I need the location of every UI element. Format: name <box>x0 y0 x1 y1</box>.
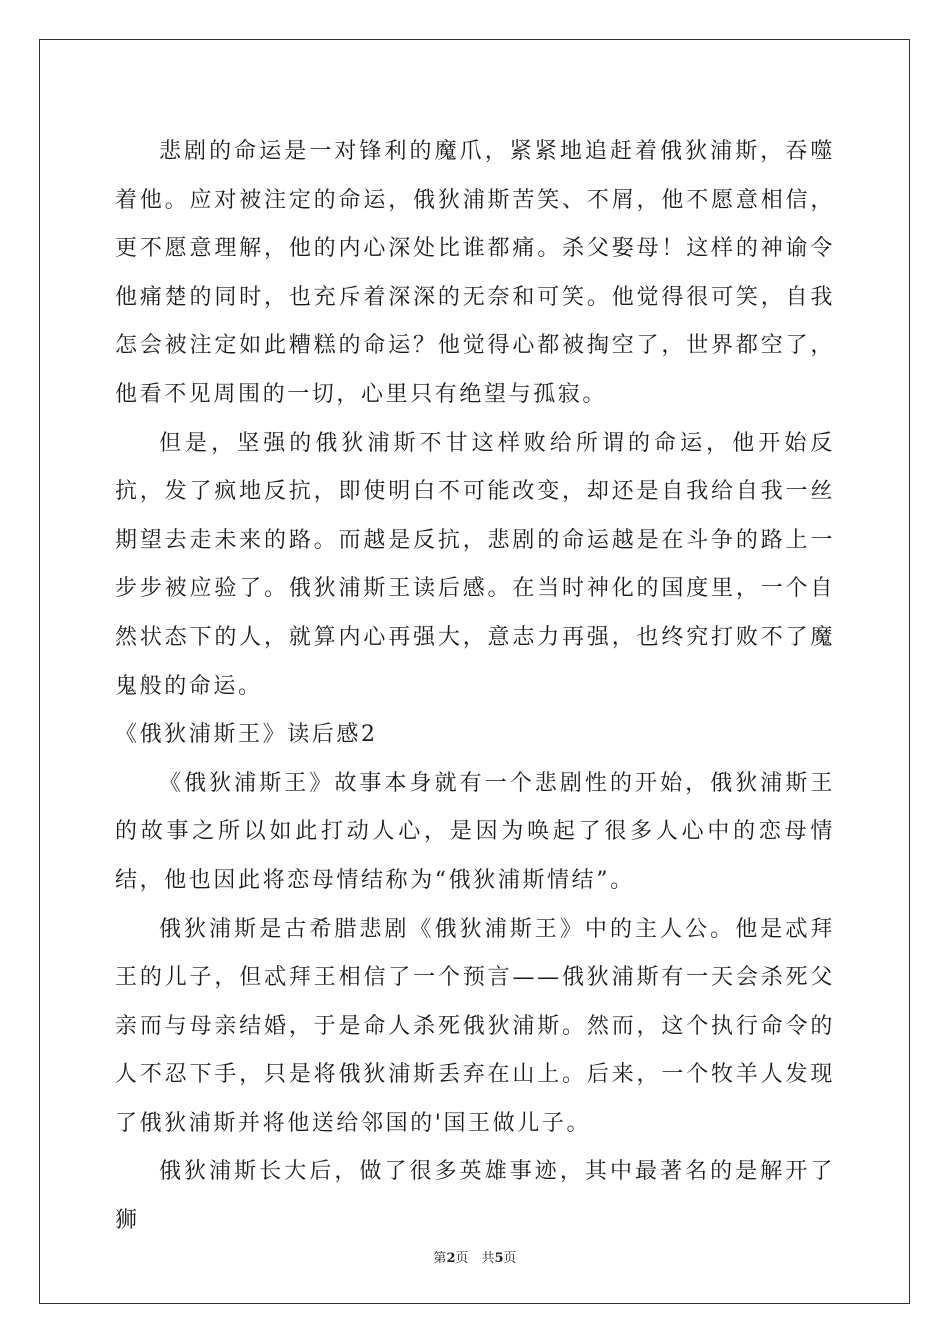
footer-page-suffix: 页 共 <box>455 1251 495 1266</box>
body-paragraph: 俄狄浦斯长大后，做了很多英雄事迹，其中最著名的是解开了狮 <box>115 1159 835 1234</box>
section-heading: 《俄狄浦斯王》读后感2 <box>115 722 378 748</box>
footer-page-number: 2 <box>446 1251 456 1266</box>
page-footer <box>0 1247 950 1266</box>
document-body <box>115 128 835 1246</box>
body-paragraph: 俄狄浦斯是古希腊悲剧《俄狄浦斯王》中的主人公。他是忒拜王的儿子，但忒拜王相信了一个预言——俄狄浦斯有一天会杀死父亲而与母亲结婚，于是命人杀死俄狄浦斯。然而，这个执行命令的人不忍下手，只是将俄狄浦斯丢弃在山上。后来，一个牧羊人发现了俄狄浦斯并将他送给邻国的'国王做儿子。 <box>115 916 835 1136</box>
footer-total-suffix: 页 <box>503 1251 517 1266</box>
body-paragraph: 悲剧的命运是一对锋利的魔爪，紧紧地追赶着俄狄浦斯，吞噬着他。应对被注定的命运，俄狄浦斯苦笑、不屑，他不愿意相信，更不愿意理解，他的内心深处比谁都痛。杀父娶母！这样的神谕令他痛楚的同时，也充斥着深深的无奈和可笑。他觉得很可笑，自我怎会被注定如此糟糕的命运？他觉得心都被掏空了，世界都空了，他看不见周围的一切，心里只有绝望与孤寂。 <box>115 139 835 407</box>
footer-total-pages: 5 <box>494 1251 504 1266</box>
body-paragraph: 但是，坚强的俄狄浦斯不甘这样败给所谓的命运，他开始反抗，发了疯地反抗，即使明白不可能改变，却还是自我给自我一丝期望去走未来的路。而越是反抗，悲剧的命运越是在斗争的路上一步步被应验了。俄狄浦斯王读后感。在当时神化的国度里，一个自然状态下的人，就算内心再强大，意志力再强，也终究打败不了魔鬼般的命运。 <box>115 430 835 699</box>
body-paragraph: 《俄狄浦斯王》故事本身就有一个悲剧性的开始，俄狄浦斯王的故事之所以如此打动人心，是因为唤起了很多人心中的恋母情结，他也因此将恋母情结称为“俄狄浦斯情结”。 <box>115 770 835 893</box>
footer-prefix: 第 <box>433 1251 447 1266</box>
